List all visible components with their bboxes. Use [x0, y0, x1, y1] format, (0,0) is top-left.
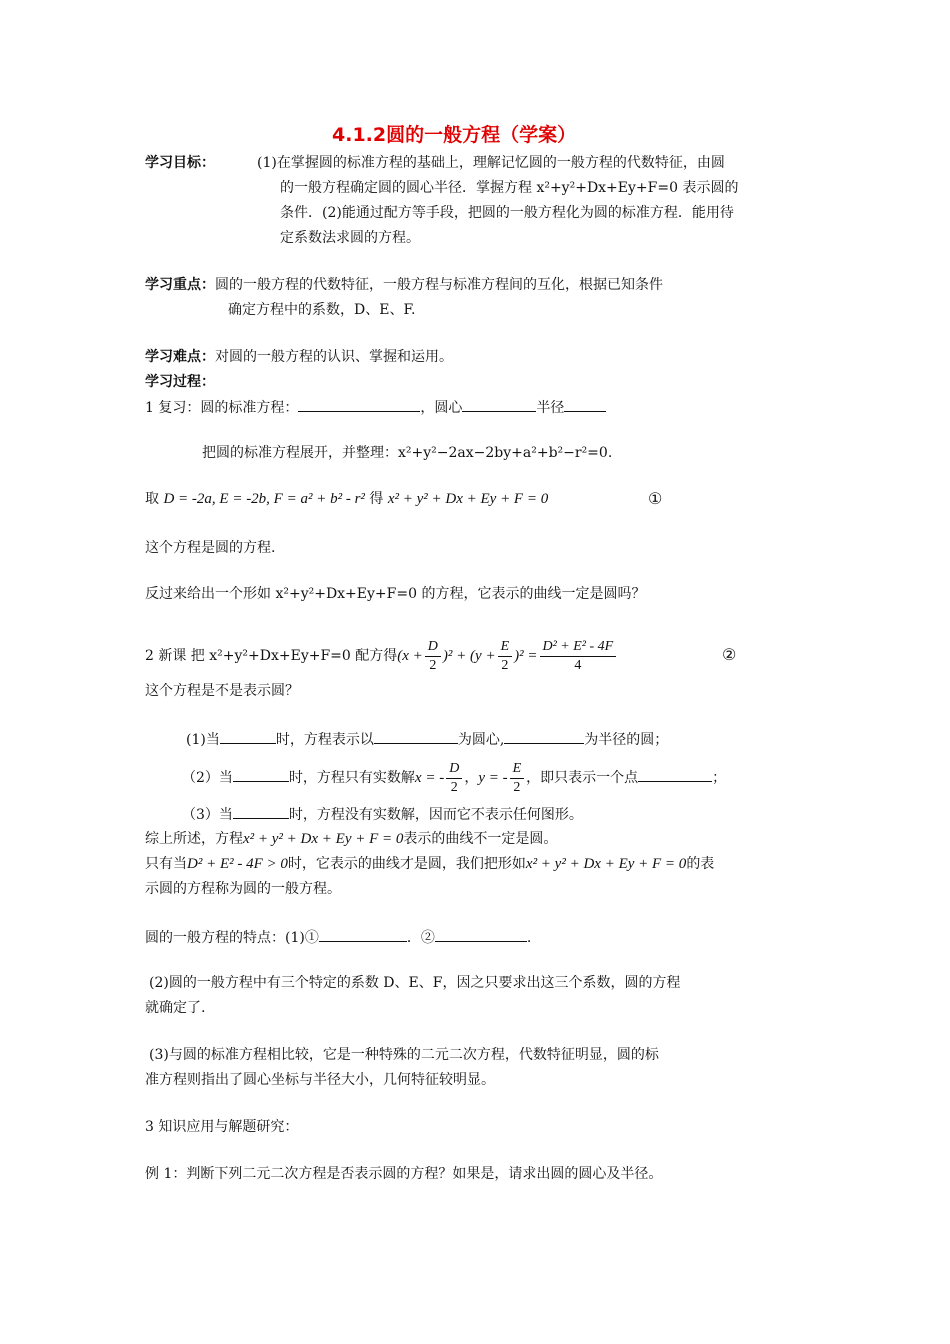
- features-p2-line-2: 就确定了.: [145, 1000, 206, 1016]
- equation-mark-1: ①: [648, 489, 663, 508]
- frac-e-denominator: 2: [501, 657, 509, 673]
- case2-x: x = -: [414, 770, 445, 786]
- case2-when: （2）当: [182, 770, 233, 786]
- review-expand: 把圆的标准方程展开，并整理：x²+y²−2ax−2by+a²+b²−r²=0.: [202, 445, 613, 461]
- summary-3: 示圆的方程称为圆的一般方程。: [145, 881, 341, 897]
- case3-when: （3）当: [182, 807, 233, 823]
- features-second-mark: ．②: [406, 930, 435, 946]
- key-points-label: 学习重点：: [145, 277, 215, 293]
- summary1-formula: x² + y² + Dx + Ey + F = 0: [243, 831, 404, 847]
- new-lesson-line: [145, 633, 618, 679]
- case1-when: (1)当: [186, 732, 220, 748]
- summary1-prefix: 综上所述，方程: [145, 831, 243, 847]
- frac-r-denominator: 4: [574, 657, 582, 673]
- result-formula: x² + y² + Dx + Ey + F = 0: [387, 491, 549, 507]
- summary2-suffix: 的表: [686, 856, 715, 872]
- formula-part-c: )² =: [514, 648, 538, 664]
- features-end: .: [526, 930, 532, 946]
- features-line-1: [145, 927, 531, 948]
- take-formula: D = -2a, E = -2b, F = a² + b² - r²: [163, 491, 365, 507]
- case-2: [182, 755, 726, 801]
- summary-1: [145, 829, 557, 849]
- frac-r-numerator: D² + E² - 4F: [540, 638, 617, 657]
- is-circle-text: 这个方程是圆的方程.: [145, 540, 276, 556]
- take-line: [145, 489, 548, 509]
- goals-line-1: (1)在掌握圆的标准方程的基础上，理解记忆圆的一般方程的代数特征，由圆: [257, 155, 725, 171]
- case2-point-blank[interactable]: [638, 767, 712, 782]
- case1-condition-blank[interactable]: [220, 729, 276, 744]
- application-heading: 3 知识应用与解题研究：: [145, 1119, 299, 1135]
- case-3: [182, 804, 583, 825]
- radius-blank[interactable]: [564, 397, 606, 412]
- review-radius-label: 半径: [536, 400, 565, 416]
- case3-condition-blank[interactable]: [233, 804, 289, 819]
- review-center-label: ，圆心: [420, 400, 463, 416]
- center-blank[interactable]: [462, 397, 536, 412]
- case2-text: 时，方程只有实数解: [288, 770, 415, 786]
- difficulty-label: 学习难点：: [145, 349, 215, 365]
- goals-line-4: 定系数法求圆的方程。: [280, 230, 420, 246]
- difficulty: [145, 347, 453, 367]
- feature-2-blank[interactable]: [435, 927, 527, 942]
- feature-1-blank[interactable]: [319, 927, 407, 942]
- case1-radius-blank[interactable]: [504, 729, 584, 744]
- case1-center-label: 为圆心,: [457, 732, 505, 748]
- case2-x-fraction: [446, 760, 462, 797]
- frac-e-numerator: E: [498, 638, 513, 657]
- summary2-middle: 时，它表示的曲线才是圆，我们把形如: [287, 856, 526, 872]
- formula-part-b: )² + (y +: [442, 648, 496, 664]
- frac-d-denominator: 2: [429, 657, 437, 673]
- case2-y-num: E: [510, 760, 525, 779]
- summary1-suffix: 表示的曲线不一定是圆。: [403, 831, 558, 847]
- review-line: [145, 397, 606, 418]
- goals-line-3: 条件．(2)能通过配方等手段，把圆的一般方程化为圆的标准方程．能用待: [280, 205, 734, 221]
- case2-y-fraction: [510, 760, 525, 797]
- take-prefix: 取: [145, 491, 159, 507]
- difficulty-text: 对圆的一般方程的认识、掌握和运用。: [215, 349, 453, 365]
- case2-end: ；: [712, 770, 727, 786]
- key-points-line-2: 确定方程中的系数，D、E、F.: [228, 302, 416, 318]
- summary-2: [145, 854, 714, 874]
- features-p3-line-2: 准方程则指出了圆心坐标与半径大小，几何特征较明显。: [145, 1072, 495, 1088]
- ask-text: 这个方程是不是表示圆？: [145, 683, 299, 699]
- goals-line-2: 的一般方程确定圆的圆心半径．掌握方程 x²+y²+Dx+Ey+F=0 表示圆的: [280, 180, 739, 196]
- formula-part-a: (x +: [397, 648, 423, 664]
- fraction-e-half: [498, 638, 513, 675]
- goals-label: 学习目标：: [145, 155, 215, 171]
- case2-point-text: ，即只表示一个点: [526, 770, 639, 786]
- summary2-formula: x² + y² + Dx + Ey + F = 0: [525, 856, 687, 872]
- case2-condition-blank[interactable]: [233, 767, 289, 782]
- case1-radius-label: 为半径的圆；: [584, 732, 669, 748]
- case1-text: 时，方程表示以: [275, 732, 374, 748]
- example-1: 例 1：判断下列二元二次方程是否表示圆的方程？如果是，请求出圆的圆心及半径。: [145, 1166, 663, 1182]
- new-lesson-prefix: 2 新课 把 x²+y²+Dx+Ey+F=0 配方得: [145, 648, 398, 664]
- page-title: 4.1.2圆的一般方程（学案）: [332, 124, 577, 146]
- review-prefix: 1 复习：圆的标准方程：: [145, 400, 299, 416]
- case2-y: y = -: [478, 770, 508, 786]
- fraction-d-half: [425, 638, 441, 675]
- features-prefix: 圆的一般方程的特点：(1)①: [145, 930, 319, 946]
- summary2-prefix: 只有当: [145, 856, 187, 872]
- case2-x-num: D: [446, 760, 462, 779]
- features-p3-line-1: (3)与圆的标准方程相比较，它是一种特殊的二元二次方程，代数特征明显，圆的标: [149, 1047, 659, 1063]
- review-question: 反过来给出一个形如 x²+y²+Dx+Ey+F=0 的方程，它表示的曲线一定是圆吗？: [145, 586, 646, 602]
- case2-comma: ，: [464, 770, 479, 786]
- frac-d-numerator: D: [425, 638, 441, 657]
- case-1: [186, 729, 668, 750]
- summary2-condition: D² + E² - 4F > 0: [187, 856, 288, 872]
- fraction-radius-squared: [540, 638, 617, 675]
- case3-text: 时，方程没有实数解，因而它不表示任何图形。: [288, 807, 583, 823]
- case1-center-blank[interactable]: [374, 729, 458, 744]
- case2-y-den: 2: [513, 779, 521, 795]
- key-points-text: 圆的一般方程的代数特征，一般方程与标准方程间的互化，根据已知条件: [215, 277, 663, 293]
- key-points: [145, 275, 663, 295]
- equation-mark-2: ②: [722, 645, 737, 664]
- process-label: 学习过程：: [145, 374, 215, 390]
- standard-equation-blank[interactable]: [298, 397, 420, 412]
- obtain-word: 得: [369, 491, 384, 507]
- case2-x-den: 2: [450, 779, 458, 795]
- features-p2-line-1: (2)圆的一般方程中有三个特定的系数 D、E、F，因之只要求出这三个系数，圆的方程: [149, 975, 681, 991]
